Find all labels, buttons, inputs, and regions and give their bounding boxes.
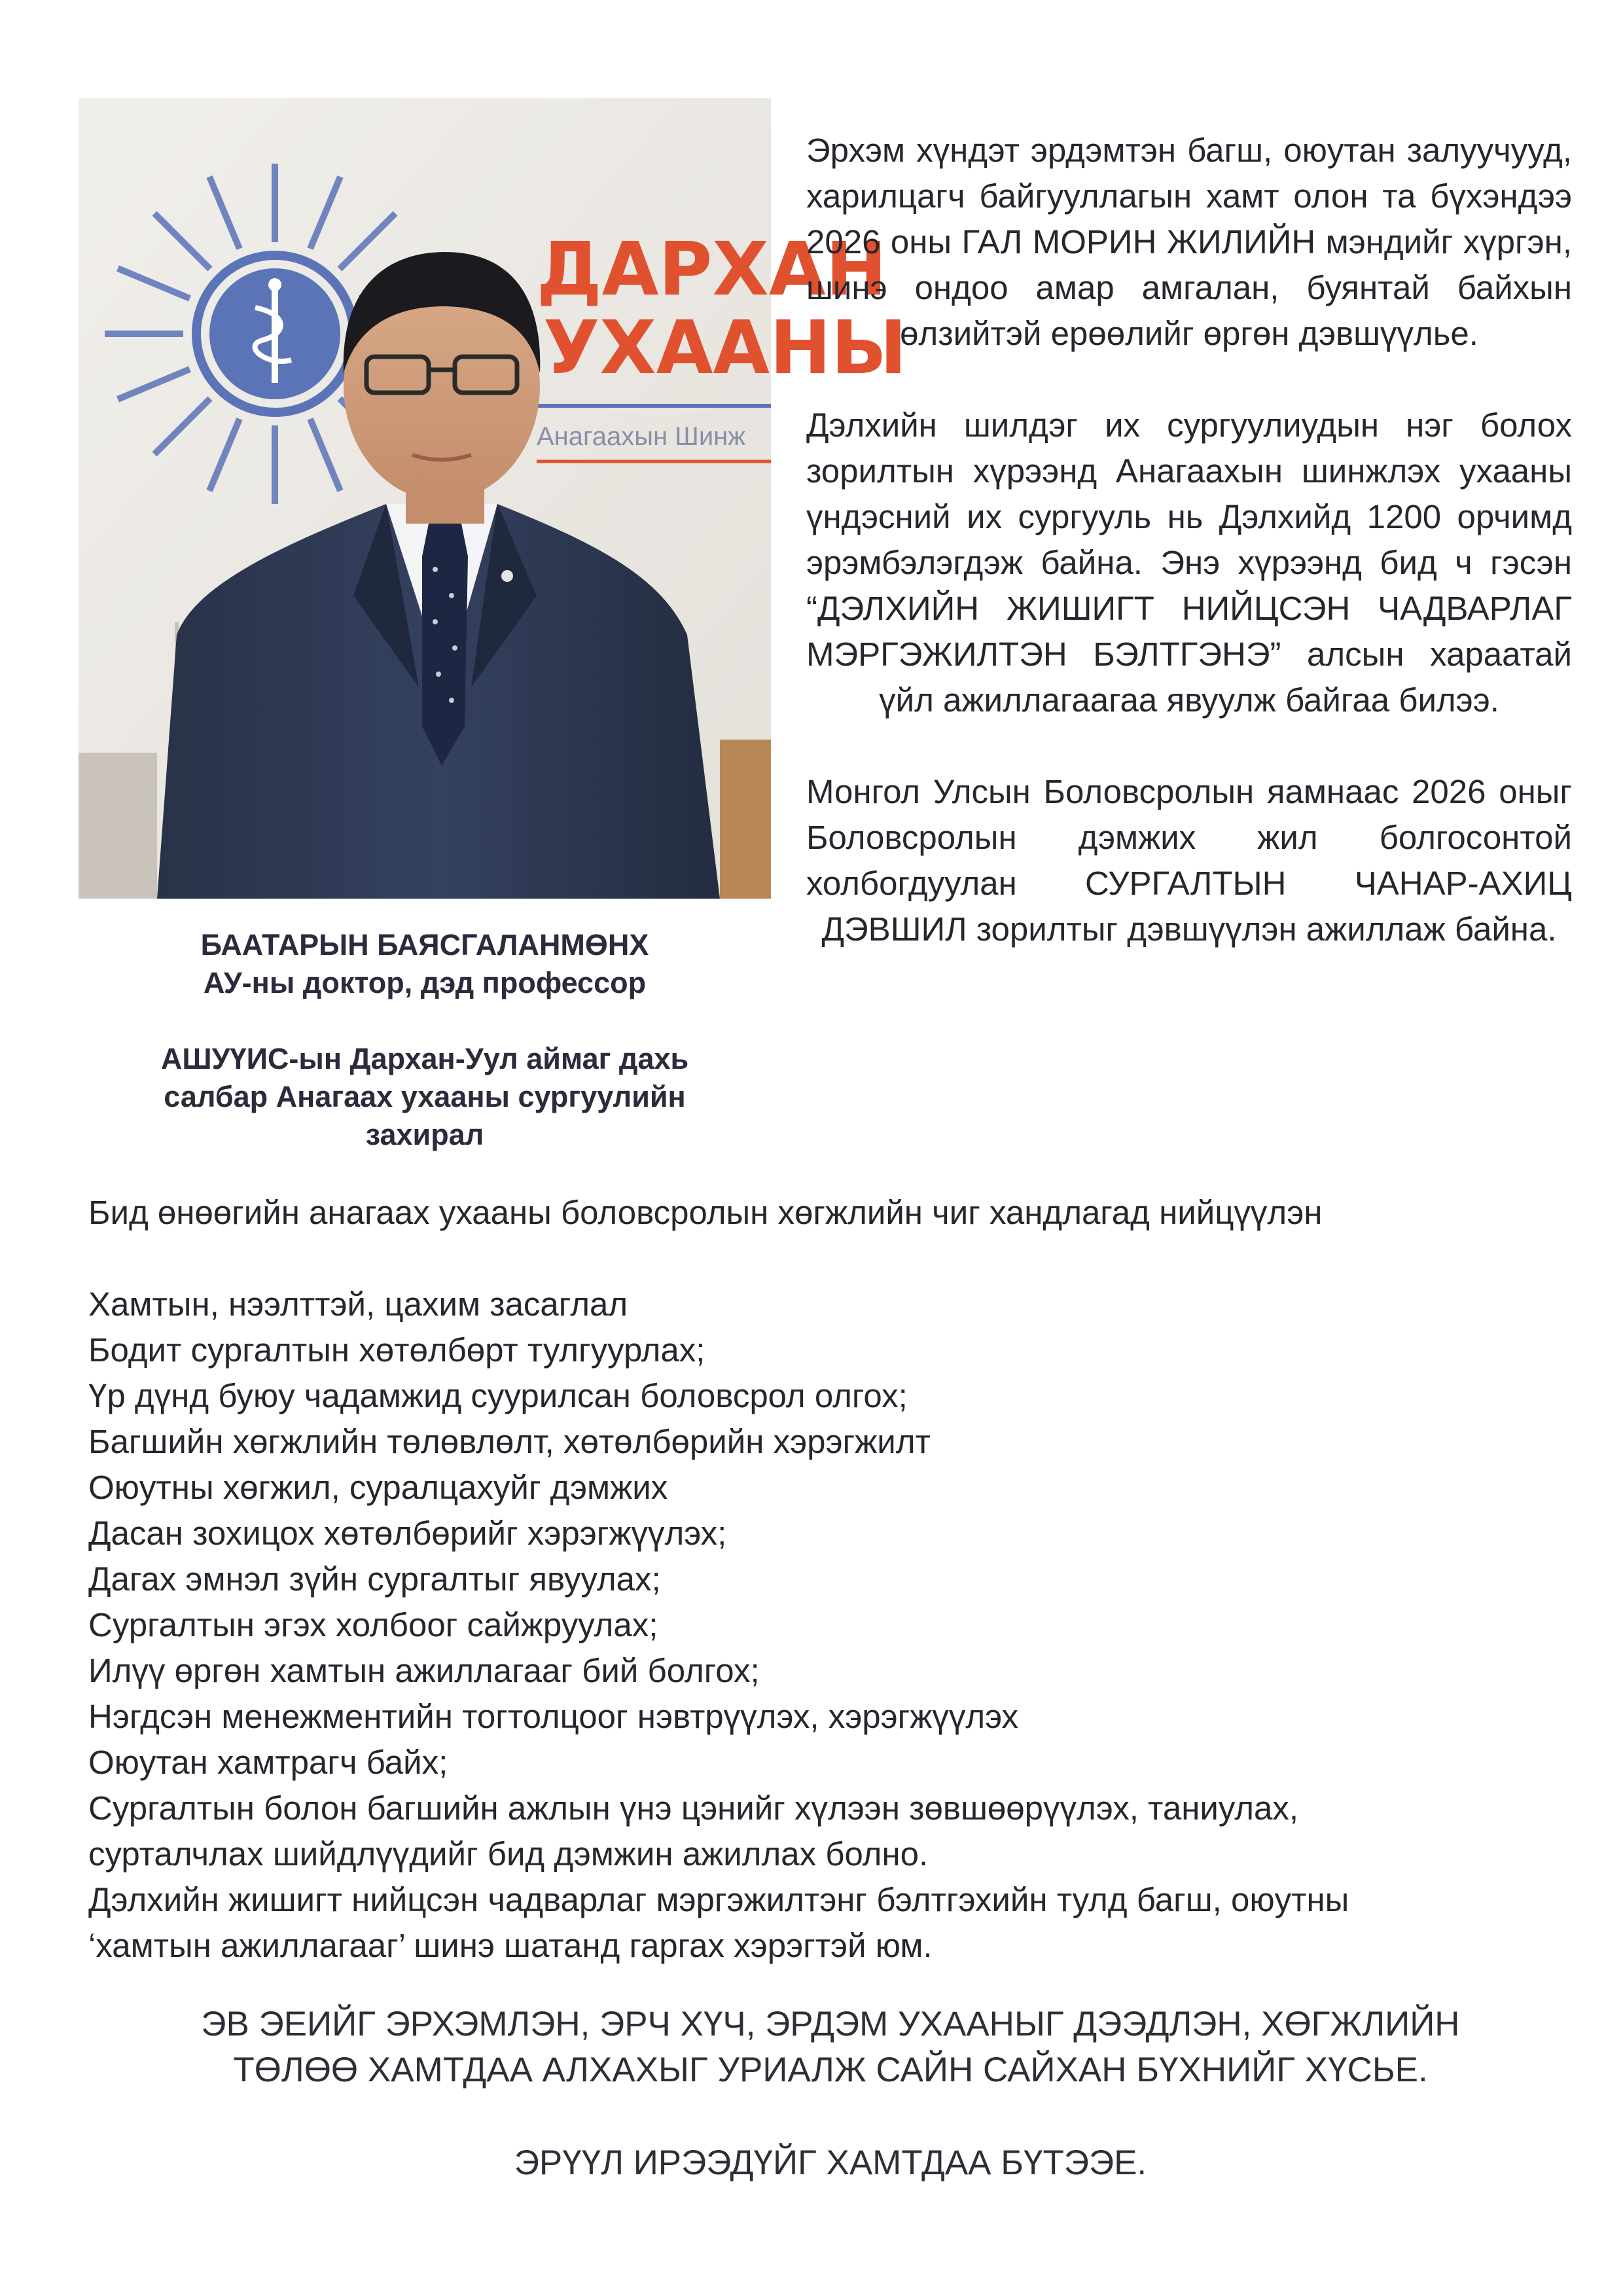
closing-wishes — [88, 2001, 1573, 2093]
svg-text:УХААНЫ: УХААНЫ — [543, 306, 907, 391]
person-degree: АУ-ны доктор, дэд профессор — [203, 966, 647, 999]
cooperation-line: Дэлхийн жишигт нийцсэн чадварлаг мэргэжилтэнг бэлтгэхийн тулд багш, оюутны — [88, 1881, 1349, 1918]
cooperation-line: ‘хамтын ажиллагааг’ шинэ шатанд гаргах хэрэгтэй юм. — [88, 1927, 933, 1964]
closing-line: ЭВ ЭЕИЙГ ЭРХЭМЛЭН, ЭРЧ ХҮЧ, ЭРДЭМ УХААНЫГ ДЭЭДЛЭН, ХӨГЖЛИЙН — [201, 2005, 1460, 2043]
person-position-line: АШУҮИС-ын Дархан-Уул аймаг дахь — [160, 1042, 689, 1075]
portrait-image — [79, 98, 907, 899]
final-slogan: ЭРҮҮЛ ИРЭЭДҮЙГ ХАМТДАА БҮТЭЭЕ. — [514, 2144, 1147, 2182]
education-year-paragraph: Монгол Улсын Боловсролын яамнаас 2026 оныг Боловсролын дэмжих жил болгосонтой холбогдуулан СУРГАЛТЫН ЧАНАР-АХИЦ ДЭВШИЛ зорилтыг дэвшүүлэн ажиллаж байна. — [806, 773, 1572, 948]
list-item: Оюутан хамтрагч байх; — [88, 1744, 448, 1781]
list-item: Дасан зохицох хөтөлбөрийг хэрэгжүүлэх; — [88, 1515, 727, 1552]
list-item: Сургалтын эгэх холбоог сайжруулах; — [88, 1606, 658, 1643]
svg-text:ДАРХАН: ДАРХАН — [537, 227, 887, 312]
list-item: Хамтын, нээлттэй, цахим засаглал — [88, 1285, 628, 1323]
portrait-caption — [79, 926, 771, 1154]
portrait-photo — [79, 98, 907, 899]
recognition-line: сурталчлах шийдлүүдийг бид дэмжин ажиллах болно. — [88, 1835, 929, 1873]
list-item: Нэгдсэн менежментийн тогтолцоог нэвтрүүлэх, хэрэгжүүлэх — [88, 1698, 1019, 1735]
closing-line: ТӨЛӨӨ ХАМТДАА АЛХАХЫГ УРИАЛЖ САЙН САЙХАН БҮХНИЙГ ХҮСЬЕ. — [233, 2051, 1428, 2089]
list-item: Оюутны хөгжил, суралцахуйг дэмжих — [88, 1469, 668, 1506]
svg-text:Анагаахын Шинж: Анагаахын Шинж — [537, 422, 746, 451]
person-name: БААТАРЫН БАЯСГАЛАНМӨНХ — [200, 928, 649, 961]
person-position-line: захирал — [365, 1118, 484, 1151]
ranking-paragraph: Дэлхийн шилдэг их сургуулиудын нэг болох зорилтын хүрээнд Анагаахын шинжлэх ухааны үндэсний их сургууль нь Дэлхийд 1200 орчимд эрэмбэлэгдэж байна. Энэ хүрээнд бид ч гэсэн “ДЭЛХИЙН ЖИШИГТ НИЙЦСЭН ЧАДВАРЛАГ МЭРГЭЖИЛТЭН БЭЛТГЭНЭ” алсын хараатай үйл ажиллагаагаа явуулж байгаа билээ. — [806, 406, 1572, 719]
greeting-column — [806, 128, 1572, 998]
list-item: Дагах эмнэл зүйн сургалтыг явуулах; — [88, 1560, 661, 1598]
person-position-line: салбар Анагаах ухааны сургуулийн — [164, 1080, 686, 1113]
list-item: Үр дүнд буюу чадамжид суурилсан боловсрол олгох; — [88, 1377, 908, 1414]
list-item: Бодит сургалтын хөтөлбөрт тулгуурлах; — [88, 1331, 705, 1369]
greeting-paragraph: Эрхэм хүндэт эрдэмтэн багш, оюутан залуучууд, харилцагч байгууллагын хамт олон та бүхэндээ 2026 оны ГАЛ МОРИН ЖИЛИЙН мэндийг хүргэн, шинэ ондоо амар амгалан, буянтай байхын өлзийтэй ерөөлийг өргөн дэвшүүлье. — [806, 132, 1572, 352]
recognition-line: Сургалтын болон багшийн ажлын үнэ цэнийг хүлээн зөвшөөрүүлэх, таниулах, — [88, 1789, 1299, 1827]
list-item: Илүү өргөн хамтын ажиллагааг бий болгох; — [88, 1652, 760, 1689]
intro-line: Бид өнөөгийн анагаах ухааны боловсролын хөгжлийн чиг хандлагад нийцүүлэн — [88, 1194, 1323, 1231]
list-item: Багшийн хөгжлийн төлөвлөлт, хөтөлбөрийн хэрэгжилт — [88, 1423, 931, 1460]
body-text — [88, 1190, 1573, 1969]
